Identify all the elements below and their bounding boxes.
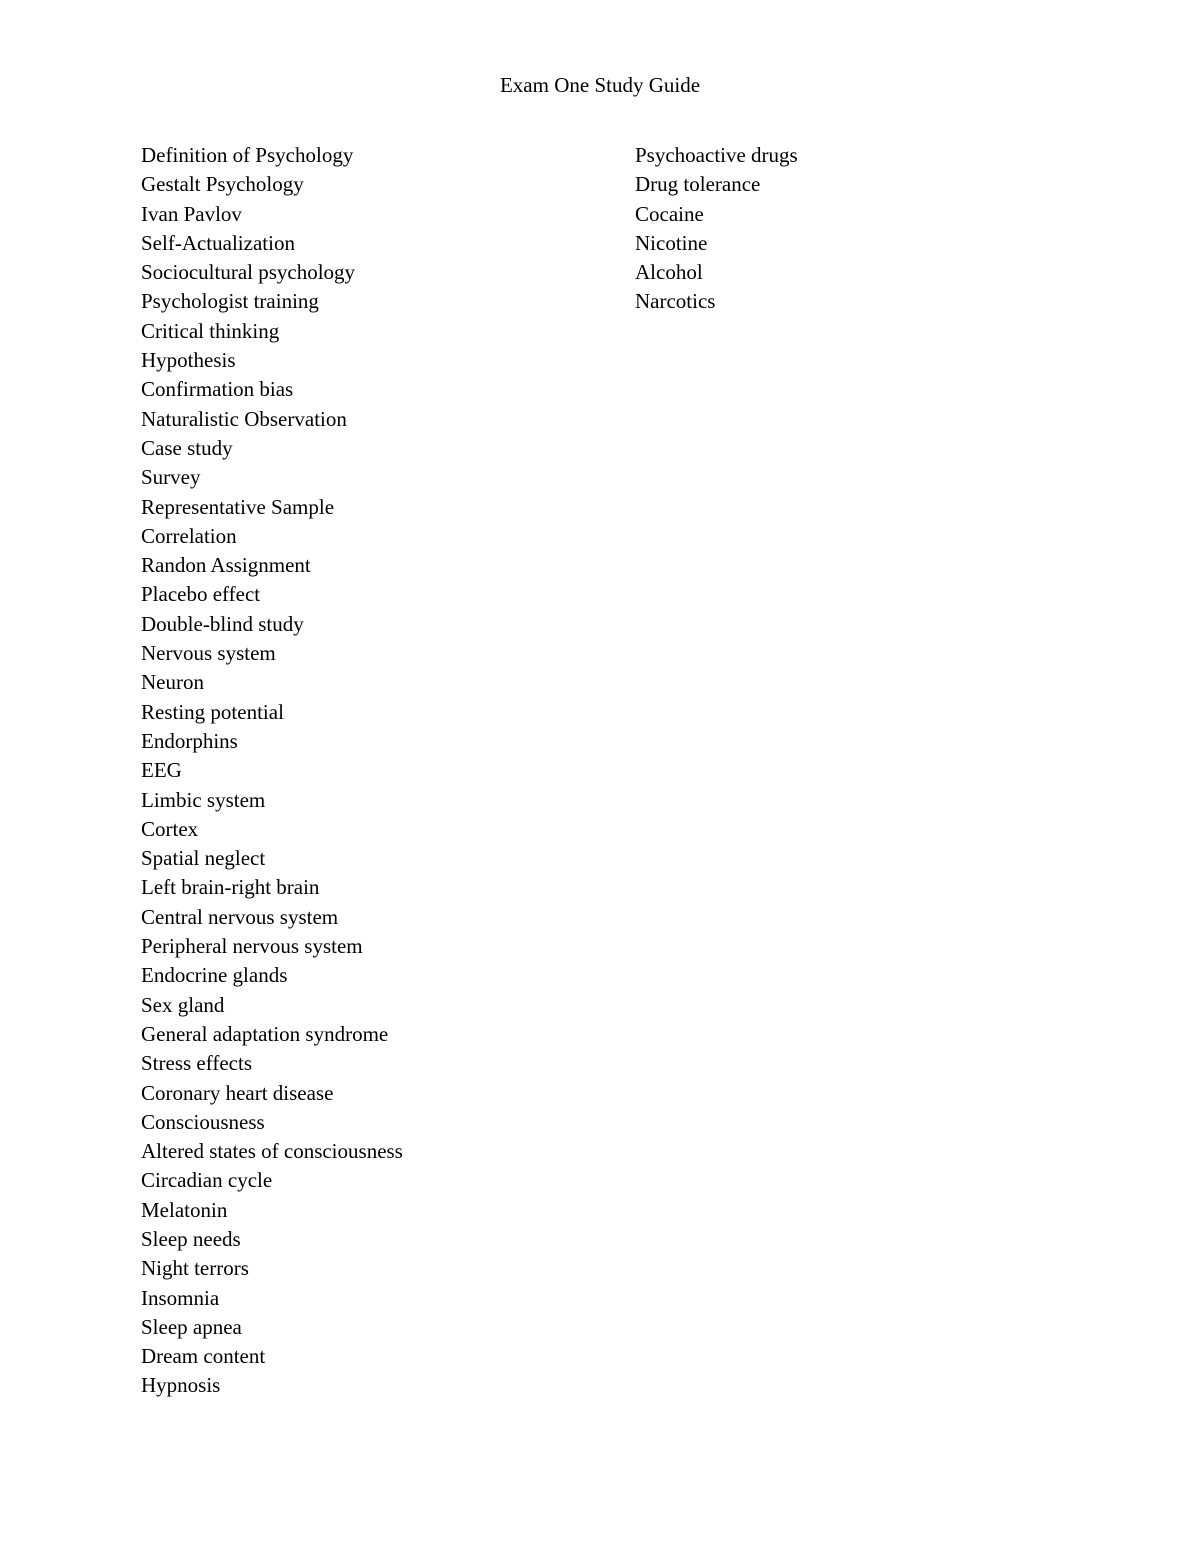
study-term: Sleep apnea [141, 1314, 242, 1339]
study-term: Central nervous system [141, 904, 339, 929]
study-term: Representative Sample [141, 494, 335, 519]
study-term: Insomnia [141, 1285, 220, 1310]
study-term: Cocaine [635, 201, 704, 226]
study-term: Night terrors [141, 1256, 249, 1281]
study-term: Stress effects [141, 1051, 252, 1076]
study-term: Correlation [141, 523, 237, 548]
study-term: Peripheral nervous system [141, 934, 363, 959]
study-term: Drug tolerance [635, 172, 761, 197]
study-term: Sex gland [141, 992, 225, 1017]
study-term: Endocrine glands [141, 963, 288, 988]
study-term: Altered states of consciousness [141, 1139, 403, 1164]
study-term: Ivan Pavlov [141, 201, 242, 226]
page-title: Exam One Study Guide [499, 73, 701, 97]
study-term: Coronary heart disease [141, 1080, 334, 1105]
study-term: Gestalt Psychology [141, 172, 304, 197]
study-term: Nervous system [141, 641, 276, 666]
study-term: Psychoactive drugs [635, 143, 798, 167]
study-term: Consciousness [141, 1109, 265, 1134]
study-term: Self-Actualization [141, 230, 295, 255]
study-term: Naturalistic Observation [141, 406, 347, 431]
study-term: Melatonin [141, 1197, 228, 1222]
study-term: Hypothesis [141, 348, 236, 373]
study-term: Nicotine [635, 230, 708, 255]
study-term: Narcotics [635, 289, 716, 314]
study-term: Sociocultural psychology [141, 260, 356, 285]
study-term: Definition of Psychology [141, 143, 354, 167]
study-term: Left brain-right brain [141, 875, 320, 900]
study-term: Limbic system [141, 787, 266, 812]
study-term: Hypnosis [141, 1373, 221, 1398]
right-term-list [635, 141, 1095, 317]
study-term: Alcohol [635, 260, 703, 285]
study-term: Circadian cycle [141, 1168, 273, 1193]
study-term: Dream content [141, 1344, 266, 1369]
study-term: EEG [141, 758, 182, 783]
study-term: Randon Assignment [141, 553, 311, 578]
study-term: Sleep needs [141, 1226, 241, 1251]
study-term: Survey [141, 465, 201, 490]
study-term: Psychologist training [141, 289, 319, 314]
study-term: Case study [141, 435, 233, 460]
study-term: Neuron [141, 670, 204, 695]
study-term: Spatial neglect [141, 846, 266, 871]
left-term-list [141, 141, 601, 1401]
study-term: Endorphins [141, 728, 238, 753]
study-term: Critical thinking [141, 318, 280, 343]
study-term: Placebo effect [141, 582, 261, 607]
study-term: Resting potential [141, 699, 284, 724]
study-term: Cortex [141, 816, 199, 841]
study-term: General adaptation syndrome [141, 1021, 389, 1046]
study-term: Double-blind study [141, 611, 304, 636]
study-term: Confirmation bias [141, 377, 294, 402]
